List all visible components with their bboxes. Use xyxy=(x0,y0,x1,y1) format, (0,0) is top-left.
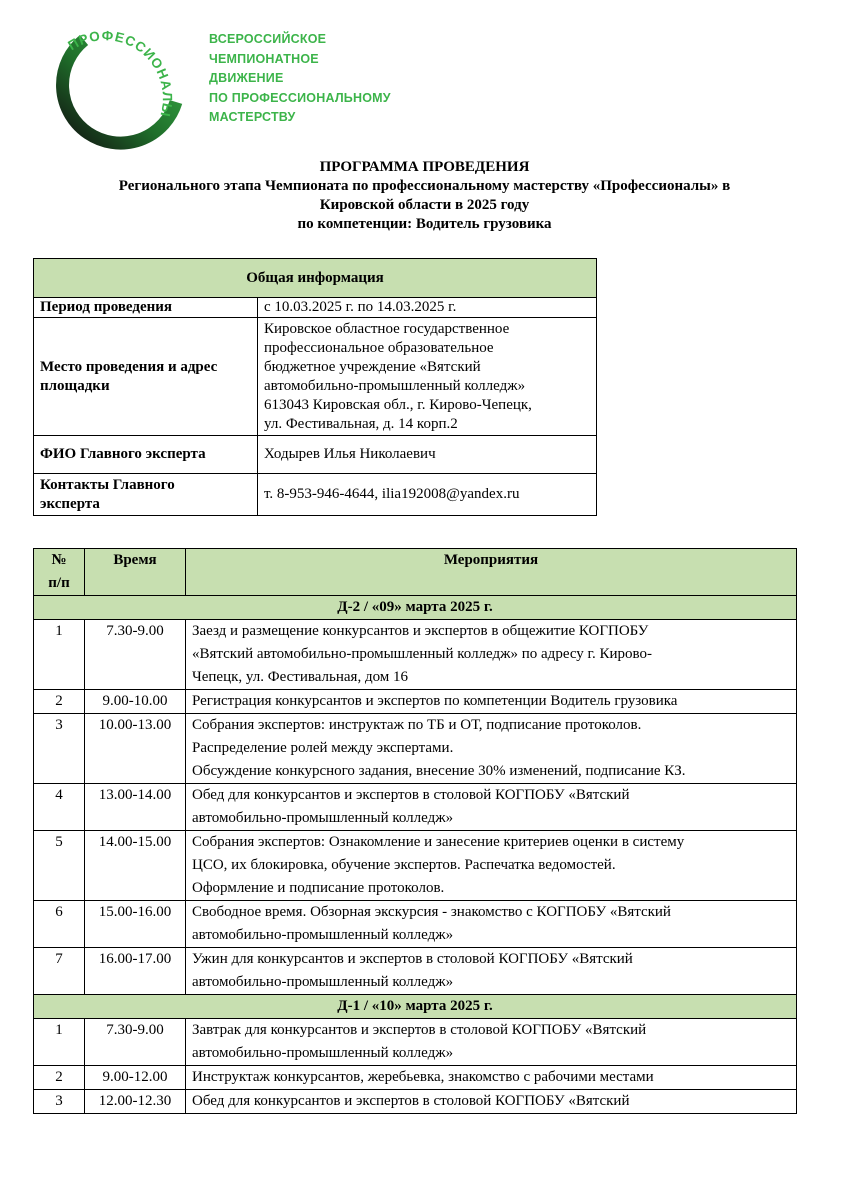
general-info-table xyxy=(33,258,597,516)
info-value-line: ул. Фестивальная, д. 14 корп.2 xyxy=(264,415,458,432)
item-description xyxy=(186,1090,797,1114)
item-description-line: Распределение ролей между экспертами. xyxy=(192,740,454,756)
info-row xyxy=(34,436,597,474)
schedule-table xyxy=(33,548,797,1114)
item-description-line: Обед для конкурсантов и экспертов в столовой КОГПОБУ «Вятский xyxy=(192,1093,630,1109)
schedule-row xyxy=(34,784,797,831)
item-description-line: Регистрация конкурсантов и экспертов по компетенции Водитель грузовика xyxy=(192,693,678,709)
item-number: 3 xyxy=(34,714,85,784)
item-description-line: автомобильно-промышленный колледж» xyxy=(192,927,454,943)
item-description-line: Инструктаж конкурсантов, жеребьевка, знакомство с рабочими местами xyxy=(192,1069,654,1085)
info-label-line: площадки xyxy=(40,377,110,394)
title-line: Регионального этапа Чемпионата по профессиональному мастерству «Профессионалы» в xyxy=(118,178,731,194)
schedule-row xyxy=(34,714,797,784)
item-description xyxy=(186,690,797,714)
info-value-line: Ходырев Илья Николаевич xyxy=(264,446,436,462)
info-value xyxy=(258,436,597,474)
item-description xyxy=(186,901,797,948)
info-row xyxy=(34,474,597,516)
schedule-row xyxy=(34,1019,797,1066)
item-description-line: автомобильно-промышленный колледж» xyxy=(192,810,454,826)
item-number: 1 xyxy=(34,620,85,690)
item-time: 13.00-14.00 xyxy=(85,784,186,831)
item-description xyxy=(186,831,797,901)
org-line: ДВИЖЕНИЕ xyxy=(209,71,284,85)
org-name xyxy=(209,30,391,128)
info-label-line: Место проведения и адрес xyxy=(40,358,218,375)
time-header: Время xyxy=(85,549,186,596)
item-time: 14.00-15.00 xyxy=(85,831,186,901)
schedule-header-row xyxy=(34,549,797,596)
item-number: 6 xyxy=(34,901,85,948)
item-description-line: Обед для конкурсантов и экспертов в столовой КОГПОБУ «Вятский xyxy=(192,787,630,803)
info-label xyxy=(34,474,258,516)
item-time: 12.00-12.30 xyxy=(85,1090,186,1114)
item-description-line: Обсуждение конкурсного задания, внесение 30% изменений, подписание КЗ. xyxy=(192,763,686,779)
item-number: 7 xyxy=(34,948,85,995)
item-description xyxy=(186,714,797,784)
item-time: 15.00-16.00 xyxy=(85,901,186,948)
schedule-row xyxy=(34,901,797,948)
item-number: 4 xyxy=(34,784,85,831)
events-header: Мероприятия xyxy=(186,549,797,596)
title-line: Кировской области в 2025 году xyxy=(319,197,530,213)
item-number: 5 xyxy=(34,831,85,901)
schedule-row xyxy=(34,1066,797,1090)
day-title: Д-2 / «09» марта 2025 г. xyxy=(34,596,797,620)
info-value-line: бюджетное учреждение «Вятский xyxy=(264,358,481,375)
title-line: ПРОГРАММА ПРОВЕДЕНИЯ xyxy=(319,159,530,175)
item-number: 1 xyxy=(34,1019,85,1066)
org-line: ЧЕМПИОНАТНОЕ xyxy=(209,51,319,66)
schedule-row xyxy=(34,831,797,901)
item-description-line: Собрания экспертов: Ознакомление и занесение критериев оценки в систему xyxy=(192,834,685,850)
info-label-line: Контакты Главного xyxy=(40,476,175,493)
info-value-line: с 10.03.2025 г. по 14.03.2025 г. xyxy=(264,299,457,315)
info-value-line: профессиональное образовательное xyxy=(264,339,494,356)
info-label xyxy=(34,298,258,318)
item-description-line: Оформление и подписание протоколов. xyxy=(192,880,445,896)
item-number: 2 xyxy=(34,690,85,714)
schedule-row xyxy=(34,948,797,995)
item-description-line: Заезд и размещение конкурсантов и экспертов в общежитие КОГПОБУ xyxy=(192,623,649,639)
item-time: 16.00-17.00 xyxy=(85,948,186,995)
org-line: ПО ПРОФЕССИОНАЛЬНОМУ xyxy=(209,90,391,105)
org-line: МАСТЕРСТВУ xyxy=(209,110,296,124)
schedule-row xyxy=(34,1090,797,1114)
info-label-line: ФИО Главного эксперта xyxy=(40,446,206,462)
info-label-line: Период проведения xyxy=(40,299,173,315)
info-value-line: т. 8-953-946-4644, ilia192008@yandex.ru xyxy=(264,486,520,502)
item-description-line: автомобильно-промышленный колледж» xyxy=(192,974,454,990)
item-description-line: Ужин для конкурсантов и экспертов в столовой КОГПОБУ «Вятский xyxy=(192,951,633,967)
schedule-row xyxy=(34,690,797,714)
item-description xyxy=(186,1019,797,1066)
item-description-line: Собрания экспертов: инструктаж по ТБ и ОТ, подписание протоколов. xyxy=(192,717,642,733)
schedule-row xyxy=(34,620,797,690)
info-row xyxy=(34,298,597,318)
item-description xyxy=(186,784,797,831)
day-title: Д-1 / «10» марта 2025 г. xyxy=(34,995,797,1019)
item-time: 10.00-13.00 xyxy=(85,714,186,784)
info-value-line: автомобильно-промышленный колледж» xyxy=(264,377,526,394)
svg-text:ПРОФЕССИОНАЛЫ xyxy=(65,28,174,119)
item-time: 7.30-9.00 xyxy=(85,1019,186,1066)
title-line: по компетенции: Водитель грузовика xyxy=(297,216,552,232)
logo-text: ПРОФЕССИОНАЛЫ xyxy=(65,27,175,119)
info-value xyxy=(258,474,597,516)
professionaly-logo xyxy=(44,18,194,150)
item-description-line: Завтрак для конкурсантов и экспертов в столовой КОГПОБУ «Вятский xyxy=(192,1022,647,1038)
item-description xyxy=(186,948,797,995)
item-number: 3 xyxy=(34,1090,85,1114)
item-number: 2 xyxy=(34,1066,85,1090)
item-time: 9.00-10.00 xyxy=(85,690,186,714)
num-header xyxy=(34,549,85,596)
info-label xyxy=(34,436,258,474)
item-description-line: ЦСО, их блокировка, обучение экспертов. Распечатка ведомостей. xyxy=(192,857,616,873)
info-row xyxy=(34,318,597,436)
day-row xyxy=(34,596,797,620)
info-header-row xyxy=(34,259,597,298)
item-description-line: Свободное время. Обзорная экскурсия - знакомство с КОГПОБУ «Вятский xyxy=(192,904,671,920)
logo-ring-icon xyxy=(44,18,194,150)
item-description xyxy=(186,1066,797,1090)
info-value-line: Кировское областное государственное xyxy=(264,320,510,337)
num-header-line: п/п xyxy=(48,575,70,591)
info-value xyxy=(258,298,597,318)
info-value xyxy=(258,318,597,436)
info-label xyxy=(34,318,258,436)
day-row xyxy=(34,995,797,1019)
info-value-line: 613043 Кировская обл., г. Кирово-Чепецк, xyxy=(264,396,532,413)
item-time: 7.30-9.00 xyxy=(85,620,186,690)
item-description-line: автомобильно-промышленный колледж» xyxy=(192,1045,454,1061)
item-description xyxy=(186,620,797,690)
item-time: 9.00-12.00 xyxy=(85,1066,186,1090)
item-description-line: Чепецк, ул. Фестивальная, дом 16 xyxy=(192,669,409,685)
info-header: Общая информация xyxy=(34,259,597,298)
document-title xyxy=(0,158,849,234)
num-header-line: № xyxy=(51,552,67,568)
org-line: ВСЕРОССИЙСКОЕ xyxy=(209,32,327,46)
item-description-line: «Вятский автомобильно-промышленный колледж» по адресу г. Кирово- xyxy=(192,646,653,662)
info-label-line: эксперта xyxy=(40,495,100,512)
